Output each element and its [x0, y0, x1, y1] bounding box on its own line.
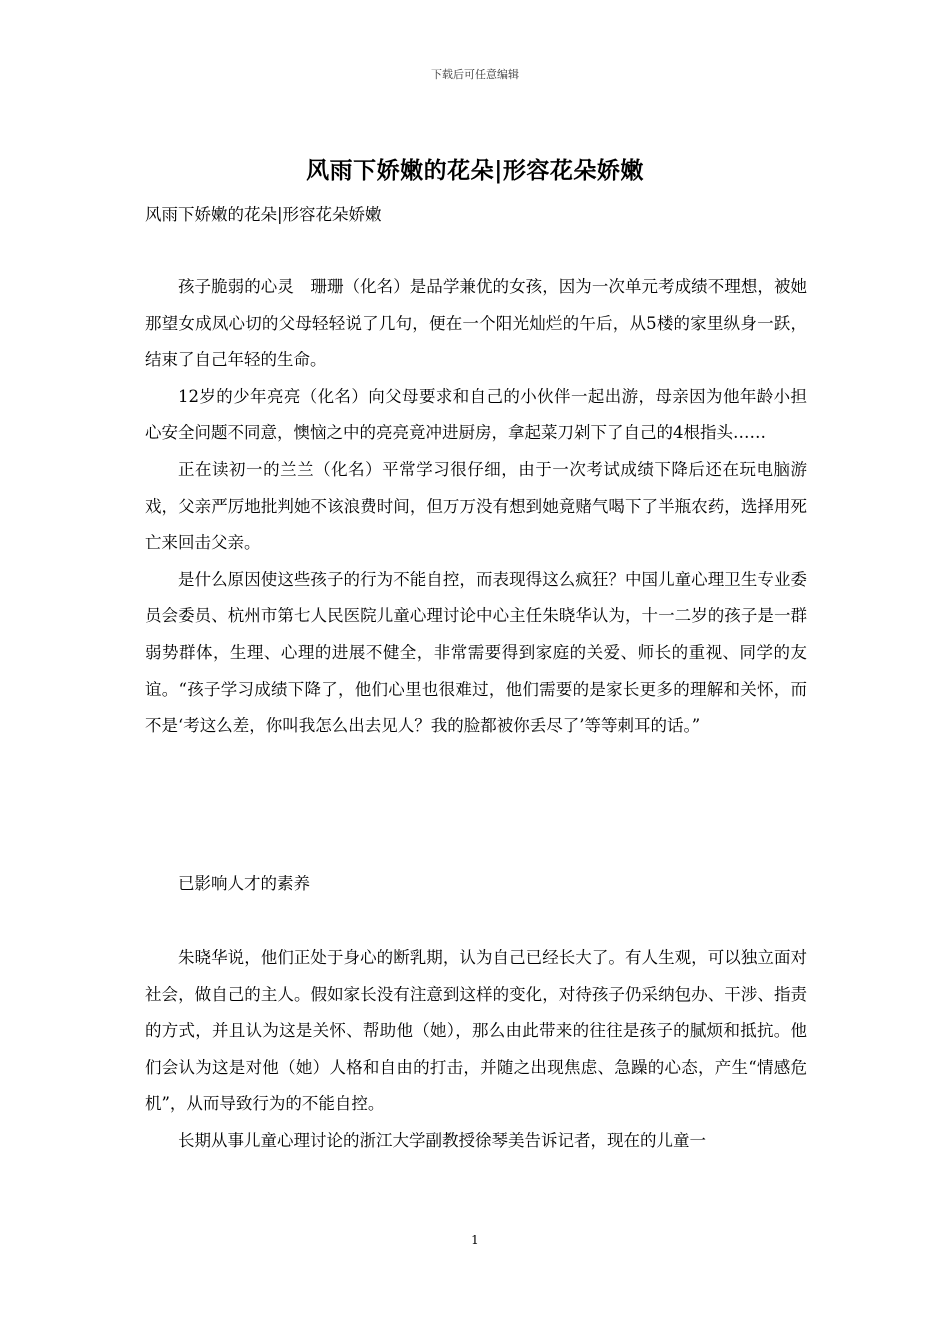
paragraph-lanlan: 正在读初一的兰兰（化名）平常学习很仔细，由于一次考试成绩下降后还在玩电脑游戏，父亲严厉地批判她不该浪费时间，但万万没有想到她竟赌气喝下了半瓶农药，选择用死亡来回击父亲。: [145, 459, 807, 553]
article-body-part-2: [145, 940, 807, 1160]
paragraph-xu-qinmei: 长期从事儿童心理讨论的浙江大学副教授徐琴美告诉记者，现在的儿童一: [178, 1130, 706, 1150]
paragraph-expert-opinion: 是什么原因使这些孩子的行为不能自控，而表现得这么疯狂？中国儿童心理卫生专业委员会委员、杭州市第七人民医院儿童心理讨论中心主任朱晓华认为，十一二岁的孩子是一群弱势群体，生理、心理的进展不健全，非常需要得到家庭的关爱、师长的重视、同学的友谊。“孩子学习成绩下降了，他们心里也很难过，他们需要的是家长更多的理解和关怀，而不是‘考这么差，你叫我怎么出去见人？我的脸都被你丢尽了’等等刺耳的话。”: [145, 569, 807, 736]
article-body-part-1: [145, 269, 807, 745]
section-heading-block: [145, 866, 807, 903]
document-title: 风雨下娇嫩的花朵|形容花朵娇嫩: [306, 157, 644, 184]
page-header-note: 下载后可任意编辑: [431, 68, 519, 81]
paragraph-liangliang: 12岁的少年亮亮（化名）向父母要求和自己的小伙伴一起出游，母亲因为他年龄小担心安全问题不同意，懊恼之中的亮亮竟冲进厨房，拿起菜刀剁下了自己的4根指头……: [145, 386, 807, 443]
page-number: 1: [471, 1233, 479, 1247]
document-subtitle: 风雨下娇嫩的花朵|形容花朵娇嫩: [145, 205, 382, 224]
section-heading: 已影响人才的素养: [178, 874, 310, 893]
paragraph-weaning-period: 朱晓华说，他们正处于身心的断乳期，认为自己已经长大了。有人生观，可以独立面对社会，做自己的主人。假如家长没有注意到这样的变化，对待孩子仍采纳包办、干涉、指责的方式，并且认为这是关怀、帮助他（她），那么由此带来的往往是孩子的腻烦和抵抗。他们会认为这是对他（她）人格和自由的打击，并随之出现焦虑、急躁的心态，产生“情感危机”，从而导致行为的不能自控。: [145, 948, 807, 1114]
paragraph-shanshan: 孩子脆弱的心灵 珊珊（化名）是品学兼优的女孩，因为一次单元考成绩不理想，被她那望女成凤心切的父母轻轻说了几句，便在一个阳光灿烂的午后，从5楼的家里纵身一跃，结束了自己年轻的生命。: [145, 277, 807, 370]
